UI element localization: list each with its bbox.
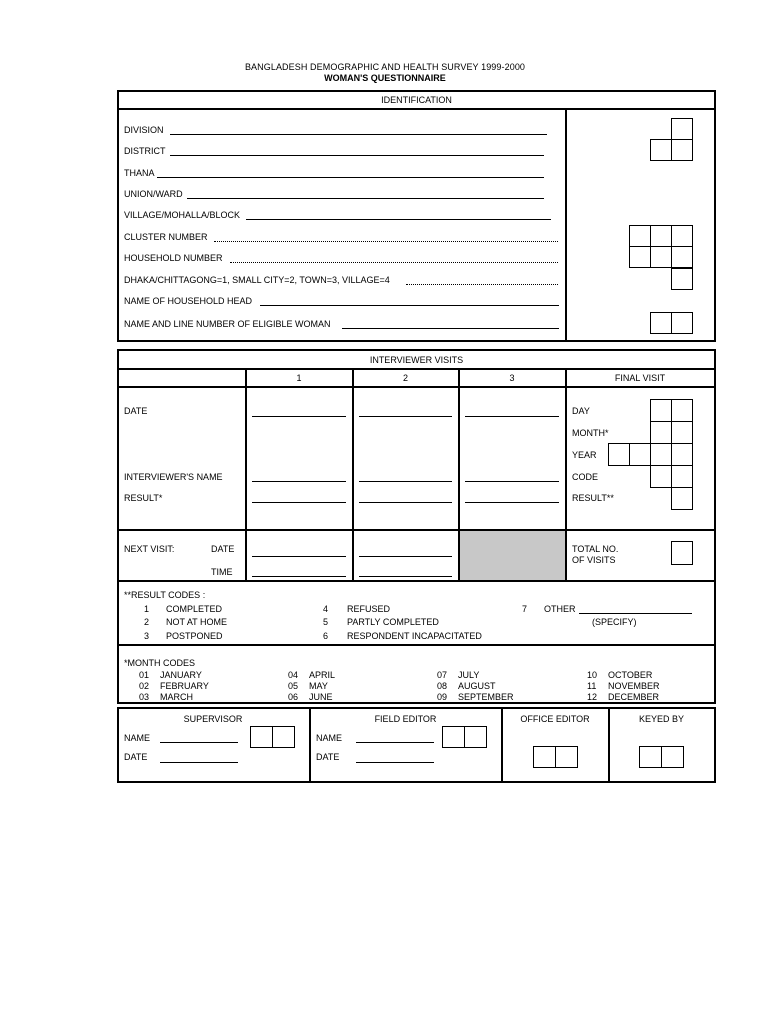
- district-code-box-1[interactable]: [650, 139, 672, 161]
- month-code-label: NOVEMBER: [608, 681, 660, 691]
- cluster-code-box-1[interactable]: [629, 225, 651, 247]
- household-head-label: NAME OF HOUSEHOLD HEAD: [124, 296, 253, 306]
- month-code-number: 06: [288, 692, 299, 702]
- supervisor-date-label: DATE: [124, 752, 148, 762]
- field-editor-code-box-1[interactable]: [442, 726, 465, 748]
- final-year-box-1[interactable]: [608, 443, 630, 466]
- other-specify-field[interactable]: [579, 613, 692, 614]
- month-code-label: JUNE: [309, 692, 333, 702]
- date-label: DATE: [124, 406, 148, 416]
- visit2-interviewer-field[interactable]: [359, 481, 452, 482]
- district-code-box-2[interactable]: [671, 139, 693, 161]
- field-editor-name-label: NAME: [316, 733, 343, 743]
- result-code-6-label: RESPONDENT INCAPACITATED: [347, 631, 482, 641]
- keyed-by-code-box-1[interactable]: [639, 746, 662, 768]
- month-code-number: 09: [437, 692, 448, 702]
- questionnaire-title: WOMAN'S QUESTIONNAIRE: [324, 73, 446, 83]
- total-visits-box[interactable]: [671, 541, 693, 565]
- month-code-label: MAY: [309, 681, 328, 691]
- month-code-number: 12: [587, 692, 598, 702]
- total-visits-label-1: TOTAL NO.: [572, 544, 619, 554]
- result-code-2-label: NOT AT HOME: [166, 617, 228, 627]
- field-editor-date-label: DATE: [316, 752, 340, 762]
- office-editor-title: OFFICE EDITOR: [520, 714, 590, 724]
- visit1-interviewer-field[interactable]: [252, 481, 346, 482]
- final-year-box-3[interactable]: [650, 443, 672, 466]
- union-ward-field[interactable]: [187, 198, 544, 199]
- division-label: DIVISION: [124, 125, 164, 135]
- district-field[interactable]: [170, 155, 544, 156]
- month-code-label: MARCH: [160, 692, 193, 702]
- next-visit2-date-field[interactable]: [359, 556, 452, 557]
- next-visit1-date-field[interactable]: [252, 556, 346, 557]
- visit3-interviewer-field[interactable]: [465, 481, 559, 482]
- interviewer-visits-section: [117, 349, 716, 704]
- cluster-code-box-2[interactable]: [650, 225, 672, 247]
- visit-col-3: 3: [509, 373, 515, 383]
- cluster-number-field[interactable]: [214, 241, 558, 242]
- visits-title: INTERVIEWER VISITS: [369, 355, 464, 365]
- eligible-woman-label: NAME AND LINE NUMBER OF ELIGIBLE WOMAN: [124, 319, 331, 329]
- month-code-number: 04: [288, 670, 299, 680]
- month-codes-title: *MONTH CODES: [124, 658, 196, 668]
- final-month-box-1[interactable]: [650, 421, 672, 444]
- household-head-field[interactable]: [260, 305, 559, 306]
- division-code-box[interactable]: [671, 118, 693, 140]
- line-number-box-1[interactable]: [650, 312, 672, 334]
- household-code-box-2[interactable]: [650, 246, 672, 268]
- household-code-box-3[interactable]: [671, 246, 693, 268]
- final-month-label: MONTH*: [572, 428, 609, 438]
- village-label: VILLAGE/MOHALLA/BLOCK: [124, 210, 241, 220]
- district-label: DISTRICT: [124, 146, 166, 156]
- locality-field[interactable]: [406, 284, 558, 285]
- visit3-next-shaded-cell: [460, 531, 565, 580]
- next-visit-label: NEXT VISIT:: [124, 544, 175, 554]
- village-field[interactable]: [246, 219, 551, 220]
- locality-label: DHAKA/CHITTAGONG=1, SMALL CITY=2, TOWN=3, VILLAGE=4: [124, 275, 390, 285]
- thana-label: THANA: [124, 168, 155, 178]
- supervisor-date-field[interactable]: [160, 762, 238, 763]
- month-code-number: 11: [587, 681, 597, 691]
- next-visit1-time-field[interactable]: [252, 576, 346, 577]
- result-code-5-label: PARTLY COMPLETED: [347, 617, 439, 627]
- final-code-label: CODE: [572, 472, 599, 482]
- office-editor-code-box-2[interactable]: [555, 746, 578, 768]
- result-code-7-num: 7: [522, 604, 528, 614]
- supervisor-name-label: NAME: [124, 733, 151, 743]
- result-code-1-num: 1: [144, 604, 150, 614]
- result-code-2-num: 2: [144, 617, 150, 627]
- thana-field[interactable]: [157, 177, 544, 178]
- month-code-label: AUGUST: [458, 681, 496, 691]
- next-date-label: DATE: [211, 544, 235, 554]
- month-code-label: OCTOBER: [608, 670, 653, 680]
- result-code-1-label: COMPLETED: [166, 604, 223, 614]
- result-code-5-num: 5: [323, 617, 329, 627]
- union-ward-label: UNION/WARD: [124, 189, 183, 199]
- specify-label: (SPECIFY): [592, 617, 637, 627]
- visit-col-2: 2: [402, 373, 408, 383]
- visit3-result-field[interactable]: [465, 502, 559, 503]
- supervisor-code-box-2[interactable]: [272, 726, 295, 748]
- result-code-6-num: 6: [323, 631, 329, 641]
- field-editor-date-field[interactable]: [356, 762, 434, 763]
- line-number-box-2[interactable]: [671, 312, 693, 334]
- final-code-box-1[interactable]: [650, 465, 672, 488]
- result-code-3-num: 3: [144, 631, 150, 641]
- month-code-number: 02: [139, 681, 150, 691]
- supervisor-name-field[interactable]: [160, 742, 238, 743]
- month-code-label: APRIL: [309, 670, 336, 680]
- field-editor-title: FIELD EDITOR: [374, 714, 437, 724]
- final-result-box[interactable]: [671, 487, 693, 510]
- household-number-label: HOUSEHOLD NUMBER: [124, 253, 223, 263]
- next-time-label: TIME: [211, 567, 233, 577]
- visit-col-1: 1: [296, 373, 302, 383]
- month-code-number: 07: [437, 670, 448, 680]
- month-code-label: JULY: [458, 670, 480, 680]
- month-code-label: SEPTEMBER: [458, 692, 514, 702]
- final-day-box-1[interactable]: [650, 399, 672, 422]
- cluster-code-box-3[interactable]: [671, 225, 693, 247]
- visit-col-final: FINAL VISIT: [614, 373, 666, 383]
- month-code-label: JANUARY: [160, 670, 202, 680]
- household-code-box-1[interactable]: [629, 246, 651, 268]
- final-result-label: RESULT**: [572, 493, 614, 503]
- result-code-7-label: OTHER: [544, 604, 576, 614]
- month-code-label: DECEMBER: [608, 692, 660, 702]
- identification-title: IDENTIFICATION: [381, 95, 452, 105]
- supervisor-title: SUPERVISOR: [183, 714, 243, 724]
- field-editor-code-box-2[interactable]: [464, 726, 487, 748]
- visit1-result-field[interactable]: [252, 502, 346, 503]
- supervisor-code-box-1[interactable]: [250, 726, 273, 748]
- keyed-by-title: KEYED BY: [638, 714, 685, 724]
- total-visits-label-2: OF VISITS: [572, 555, 616, 565]
- month-code-label: FEBRUARY: [160, 681, 209, 691]
- month-code-number: 01: [139, 670, 150, 680]
- month-code-number: 10: [587, 670, 598, 680]
- result-label: RESULT*: [124, 493, 163, 503]
- final-day-label: DAY: [572, 406, 590, 416]
- division-field[interactable]: [170, 134, 547, 135]
- month-code-number: 05: [288, 681, 299, 691]
- final-month-box-2[interactable]: [671, 421, 693, 444]
- household-number-field[interactable]: [230, 262, 558, 263]
- result-codes-title: **RESULT CODES :: [124, 590, 206, 600]
- month-code-number: 08: [437, 681, 448, 691]
- locality-code-box[interactable]: [671, 268, 693, 290]
- survey-title: BANGLADESH DEMOGRAPHIC AND HEALTH SURVEY 1999-2000: [244, 62, 526, 72]
- interviewer-name-label: INTERVIEWER'S NAME: [124, 472, 223, 482]
- final-year-box-2[interactable]: [629, 443, 651, 466]
- visit2-date-field[interactable]: [359, 416, 452, 417]
- keyed-by-code-box-2[interactable]: [661, 746, 684, 768]
- visit3-date-field[interactable]: [465, 416, 559, 417]
- final-year-box-4[interactable]: [671, 443, 693, 466]
- result-code-4-num: 4: [323, 604, 329, 614]
- result-code-3-label: POSTPONED: [166, 631, 223, 641]
- final-day-box-2[interactable]: [671, 399, 693, 422]
- cluster-number-label: CLUSTER NUMBER: [124, 232, 208, 242]
- final-year-label: YEAR: [572, 450, 597, 460]
- result-code-4-label: REFUSED: [347, 604, 391, 614]
- visit1-date-field[interactable]: [252, 416, 346, 417]
- month-code-number: 03: [139, 692, 150, 702]
- field-editor-name-field[interactable]: [356, 742, 434, 743]
- eligible-woman-field[interactable]: [342, 328, 559, 329]
- visit2-result-field[interactable]: [359, 502, 452, 503]
- next-visit2-time-field[interactable]: [359, 576, 452, 577]
- final-code-box-2[interactable]: [671, 465, 693, 488]
- office-editor-code-box-1[interactable]: [533, 746, 556, 768]
